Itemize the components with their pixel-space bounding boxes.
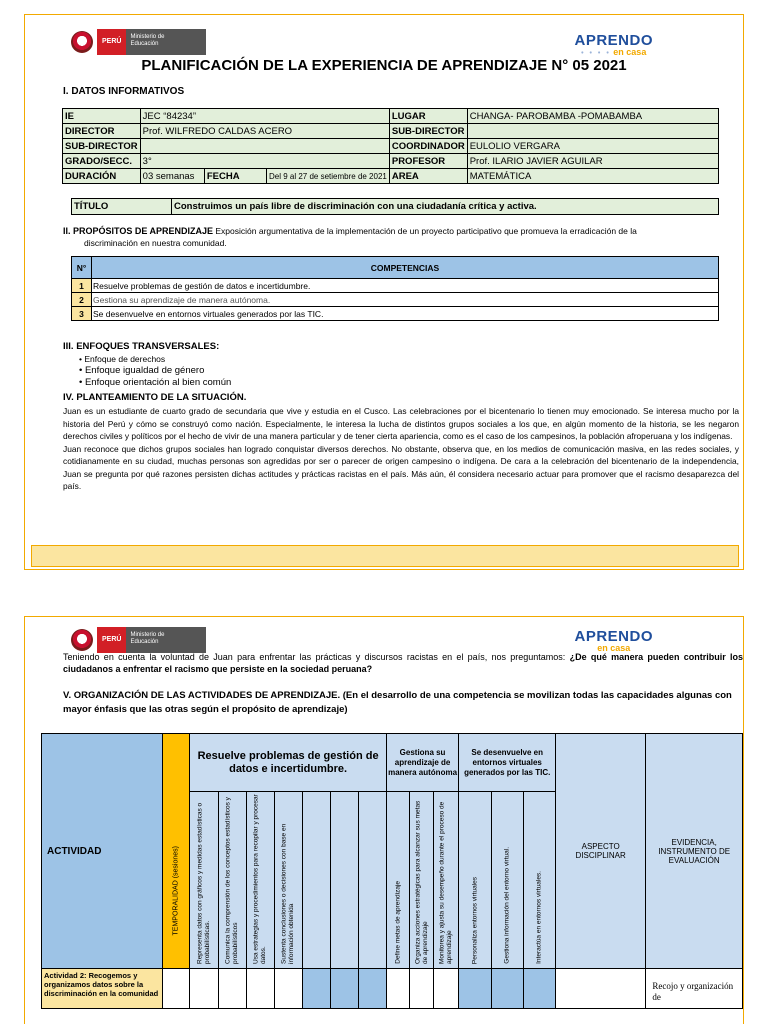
peru-label: PERÚ bbox=[97, 29, 126, 55]
actividades-table bbox=[41, 733, 743, 1009]
propositos-paragraph: II. PROPÓSITOS DE APRENDIZAJE Exposición argumentativa de la implementación de un proyecto participativo que promueva la erradicación de la discriminación en nuestra comunidad. bbox=[63, 226, 637, 248]
footer-band bbox=[31, 545, 739, 567]
actividad-header: ACTIVIDAD bbox=[42, 734, 163, 969]
capacidad-header: Gestiona información del entorno virtual. bbox=[503, 847, 511, 964]
table-row: GRADO/SECC. 3° PROFESOR Prof. ILARIO JAVIER AGUILAR bbox=[63, 154, 719, 169]
pregunta-retadora: ¿De qué manera pueden contribuir los ciudadanos a enfrentar el racismo que persiste en la sociedad peruana? bbox=[63, 652, 743, 674]
section-5-heading: V. ORGANIZACIÓN DE LAS ACTIVIDADES DE APRENDIZAJE. (En el desarrollo de una competencia se movilizan todas las capacidades algunas con mayor énfasis que las otras según el propósito de aprendizaje) bbox=[63, 690, 732, 715]
capacidad-header: Usa estrategias y procedimientos para recopilar y procesar datos. bbox=[252, 794, 268, 964]
actividad-2-cell: Actividad 2: Recogemos y organizamos datos sobre la discriminación en la comunidad bbox=[42, 969, 163, 1009]
table-row: 2 Gestiona su aprendizaje de manera autónoma. bbox=[72, 293, 719, 307]
section-3-heading: III. ENFOQUES TRANSVERSALES: bbox=[63, 341, 220, 352]
evidencia-cell: Recojo y organización de bbox=[646, 969, 743, 1009]
en-casa-text: en casa bbox=[613, 47, 647, 57]
aprendo-en-casa-logo: APRENDO • • • • en casa bbox=[574, 32, 653, 57]
section-1-heading: I. DATOS INFORMATIVOS bbox=[63, 86, 185, 97]
peru-crest-icon bbox=[71, 31, 93, 53]
aprendo-en-casa-logo bbox=[574, 629, 653, 653]
ministerio-label: Ministerio de Educación bbox=[126, 29, 206, 55]
capacidad-header: Interactúa en entornos virtuales. bbox=[535, 871, 543, 964]
table-row: SUB-DIRECTOR COORDINADOR EULOLIO VERGARA bbox=[63, 139, 719, 154]
competencia-1-header: Resuelve problemas de gestión de datos e incertidumbre. bbox=[190, 734, 386, 792]
capacidad-header: Representa datos con gráficos y medidas estadísticas o probabilísticas. bbox=[196, 802, 211, 964]
page-title: PLANIFICACIÓN DE LA EXPERIENCIA DE APRENDIZAJE N° 05 2021 bbox=[141, 57, 627, 74]
empty-header-cell bbox=[302, 792, 330, 969]
peru-label: PERÚ bbox=[97, 627, 126, 653]
minedu-logo bbox=[71, 627, 206, 653]
titulo-table bbox=[71, 198, 719, 215]
datos-informativos-table bbox=[62, 108, 719, 184]
capacidad-header: Sustenta conclusiones o decisiones con base en información obtenida bbox=[280, 823, 296, 964]
table-row: 1 Resuelve problemas de gestión de datos e incertidumbre. bbox=[72, 279, 719, 293]
list-item: • Enfoque orientación al bien común bbox=[79, 377, 231, 389]
situacion-text: Juan es un estudiante de cuarto grado de secundaria que vive y estudia en el Cusco. Las celebraciones por el bicentenario lo tienen muy emocionado. Se interesa mucho por la historia del Perú y cómo se construyó como nación. Especialmente, le interesa la lucha de distintos grupos sociales a los que, en algún momento de la historia, se les negaron derechos civiles y políticos por el hecho de vivir de una manera particular y de tener cierta apariencia, como es el caso de los campesinos, la población afroperuana y los indígenas. Juan reconoce que dichos grupos sociales han logrado conquistar diversos derechos. No obstante, observa que, en los medios de comunicación masiva, en las redes sociales, y cotidianamente en su ciudad, muchas personas son agredidas por ser o parecer de origen campesino o indígena. De cara a la celebración del bicentenario de la independencia, Juan se pregunta por qué razones persisten dichas actitudes y prácticas racistas en el país. Más aún, él considera necesario actuar para promover que el racismo desaparezca del país. bbox=[63, 406, 739, 491]
peru-crest-icon bbox=[71, 629, 93, 651]
capacidad-header: Monitorea y ajusta su desempeño durante el proceso de aprendizaje bbox=[438, 801, 454, 964]
en-casa-text: en casa bbox=[597, 643, 631, 653]
aprendo-text: APRENDO bbox=[574, 628, 653, 645]
table-row: DIRECTOR Prof. WILFREDO CALDAS ACERO SUB-DIRECTOR bbox=[63, 124, 719, 139]
capacidad-header: Personaliza entornos virtuales bbox=[471, 876, 479, 964]
table-row: DURACIÓN 03 semanas FECHA Del 9 al 27 de setiembre de 2021 AREA MATEMÁTICA bbox=[63, 169, 719, 184]
capacidad-header: Organiza acciones estratégicas para alcanzar sus metas de aprendizaje bbox=[414, 800, 429, 964]
table-row: 3 Se desenvuelve en entornos virtuales generados por las TIC. bbox=[72, 307, 719, 321]
ministerio-label: Ministerio de Educación bbox=[126, 627, 206, 653]
table-row bbox=[42, 969, 743, 1009]
section-4-heading: IV. PLANTEAMIENTO DE LA SITUACIÓN. bbox=[63, 392, 247, 403]
competencia-3-header: Se desenvuelve en entornos virtuales generados por las TIC. bbox=[459, 734, 556, 792]
aprendo-text: APRENDO bbox=[574, 32, 653, 49]
minedu-logo bbox=[71, 29, 206, 55]
list-item: • Enfoque igualdad de género bbox=[79, 365, 231, 377]
titulo-label: TÍTULO bbox=[72, 199, 172, 215]
titulo-value: Construimos un país libre de discriminación con una ciudadanía crítica y activa. bbox=[172, 199, 719, 215]
capacidad-header: Define metas de aprendizaje bbox=[393, 881, 401, 964]
empty-header-cell bbox=[330, 792, 358, 969]
capacidad-header: Comunica la comprensión de los conceptos estadísticos y probabilísticos bbox=[224, 797, 240, 964]
list-item: • Enfoque de derechos bbox=[79, 353, 231, 365]
document-page-2 bbox=[24, 616, 744, 1024]
empty-header-cell bbox=[358, 792, 386, 969]
temporalidad-header: TEMPORALIDAD (sesiones) bbox=[172, 845, 180, 935]
enfoques-list bbox=[79, 353, 231, 389]
aspecto-header: ASPECTO DISCIPLINAR bbox=[555, 734, 645, 969]
document-page-1 bbox=[24, 14, 744, 570]
pregunta-paragraph: Teniendo en cuenta la voluntad de Juan para enfrentar las prácticas y discursos racistas en el país, nos preguntamos: ¿De qué manera pueden contribuir los ciudadanos a enfrentar el racismo que persiste en la sociedad peruana? bbox=[63, 652, 743, 674]
table-row: IE JEC “84234” LUGAR CHANGA- PAROBAMBA -POMABAMBA bbox=[63, 109, 719, 124]
competencias-table: N° COMPETENCIAS 1 Resuelve problemas de gestión de datos e incertidumbre. 2 Gestiona su aprendizaje de manera autónoma. 3 Se desenvuelve en entornos virtuales generados por las TIC. bbox=[71, 256, 719, 321]
competencia-2-header: Gestiona su aprendizaje de manera autónoma bbox=[386, 734, 459, 792]
section-2-heading: II. PROPÓSITOS DE APRENDIZAJE bbox=[63, 226, 214, 236]
evidencia-header: EVIDENCIA, INSTRUMENTO DE EVALUACIÓN bbox=[646, 734, 743, 969]
